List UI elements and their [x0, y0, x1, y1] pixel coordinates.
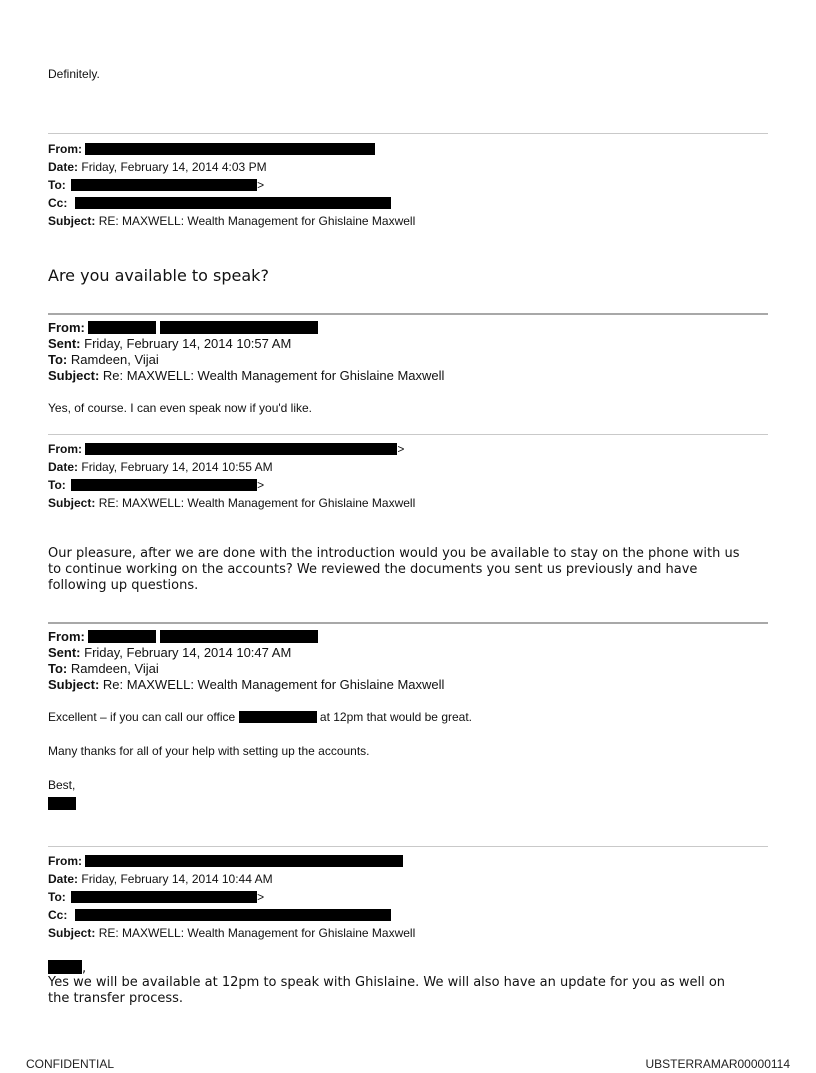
subject-label: Subject: [48, 926, 96, 940]
from-label: From: [48, 629, 85, 644]
message-body: Are you available to speak? [48, 266, 269, 285]
from-label: From: [48, 854, 82, 868]
from-line [48, 852, 415, 870]
date-label: Date: [48, 160, 79, 174]
date-value: Friday, February 14, 2014 4:03 PM [81, 160, 267, 174]
redaction [71, 179, 257, 191]
redaction [85, 443, 397, 455]
subject-line [48, 494, 415, 512]
salutation-tail: , [82, 961, 87, 976]
from-line [48, 629, 444, 645]
confidential-label: CONFIDENTIAL [26, 1057, 115, 1071]
to-value: Ramdeen, Vijai [70, 661, 159, 676]
subject-value: Re: MAXWELL: Wealth Management for Ghislaine Maxwell [102, 677, 445, 692]
redaction [88, 321, 156, 334]
cc-label: Cc: [48, 908, 68, 922]
sent-value: Friday, February 14, 2014 10:47 AM [84, 645, 292, 660]
body-line: following up questions. [48, 578, 199, 593]
cc-label: Cc: [48, 196, 68, 210]
subject-value: RE: MAXWELL: Wealth Management for Ghislaine Maxwell [98, 214, 416, 228]
divider [48, 434, 768, 435]
date-label: Date: [48, 460, 79, 474]
from-tail: > [397, 442, 405, 456]
sent-line [48, 645, 444, 661]
divider [48, 622, 768, 624]
divider [48, 846, 768, 847]
email-header [48, 852, 415, 942]
subject-line [48, 368, 444, 384]
email-header [48, 140, 415, 230]
signoff: Best, [48, 778, 76, 792]
to-line [48, 661, 444, 677]
date-label: Date: [48, 872, 79, 886]
date-value: Friday, February 14, 2014 10:55 AM [81, 460, 273, 474]
redaction [85, 143, 375, 155]
redaction [48, 960, 82, 974]
message-body [48, 709, 472, 726]
redaction [75, 197, 391, 209]
redaction [160, 630, 318, 643]
to-tail: > [257, 478, 265, 492]
message-body: Definitely. [48, 67, 100, 81]
redaction [160, 321, 318, 334]
subject-label: Subject: [48, 214, 96, 228]
from-line [48, 440, 415, 458]
message-body [48, 546, 740, 594]
from-label: From: [48, 442, 82, 456]
sent-line [48, 336, 444, 352]
message-body: Yes, of course. I can even speak now if you'd like. [48, 401, 312, 415]
from-label: From: [48, 142, 82, 156]
redaction [71, 891, 257, 903]
to-label: To: [48, 178, 66, 192]
sent-value: Friday, February 14, 2014 10:57 AM [84, 336, 292, 351]
email-header [48, 629, 444, 693]
to-label: To: [48, 478, 66, 492]
subject-value: Re: MAXWELL: Wealth Management for Ghislaine Maxwell [102, 368, 445, 383]
body-text: at 12pm that would be great. [319, 710, 473, 724]
email-header [48, 440, 415, 512]
subject-label: Subject: [48, 677, 100, 692]
divider [48, 133, 768, 134]
message-body [48, 975, 725, 1007]
from-line [48, 140, 415, 158]
sent-label: Sent: [48, 645, 81, 660]
date-value: Friday, February 14, 2014 10:44 AM [81, 872, 273, 886]
body-line: Our pleasure, after we are done with the introduction would you be available to stay on the phone with us [48, 546, 740, 561]
to-line [48, 476, 415, 494]
body-line: the transfer process. [48, 991, 184, 1006]
cc-line [48, 906, 415, 924]
bates-number: UBSTERRAMAR00000114 [645, 1057, 790, 1071]
redaction [71, 479, 257, 491]
subject-label: Subject: [48, 496, 96, 510]
sent-label: Sent: [48, 336, 81, 351]
to-tail: > [257, 178, 265, 192]
subject-label: Subject: [48, 368, 100, 383]
cc-line [48, 194, 415, 212]
subject-line [48, 212, 415, 230]
body-line: Many thanks for all of your help with setting up the accounts. [48, 744, 370, 758]
redaction [239, 711, 317, 723]
redaction [48, 797, 76, 810]
to-label: To: [48, 661, 68, 676]
to-line [48, 888, 415, 906]
to-line [48, 352, 444, 368]
subject-line [48, 924, 415, 942]
from-label: From: [48, 320, 85, 335]
date-line [48, 870, 415, 888]
subject-value: RE: MAXWELL: Wealth Management for Ghislaine Maxwell [98, 926, 416, 940]
from-line [48, 320, 444, 336]
to-label: To: [48, 352, 68, 367]
redaction [85, 855, 403, 867]
redaction [88, 630, 156, 643]
to-value: Ramdeen, Vijai [70, 352, 159, 367]
date-line [48, 458, 415, 476]
body-line: to continue working on the accounts? We reviewed the documents you sent us previously and have [48, 562, 698, 577]
to-line [48, 176, 415, 194]
email-header [48, 320, 444, 384]
body-text: Excellent – if you can call our office [48, 710, 236, 724]
divider [48, 313, 768, 315]
redaction [75, 909, 391, 921]
to-label: To: [48, 890, 66, 904]
to-tail: > [257, 890, 265, 904]
subject-line [48, 677, 444, 693]
subject-value: RE: MAXWELL: Wealth Management for Ghislaine Maxwell [98, 496, 416, 510]
body-line: Yes we will be available at 12pm to speak with Ghislaine. We will also have an update for you as well on [48, 975, 726, 990]
date-line [48, 158, 415, 176]
